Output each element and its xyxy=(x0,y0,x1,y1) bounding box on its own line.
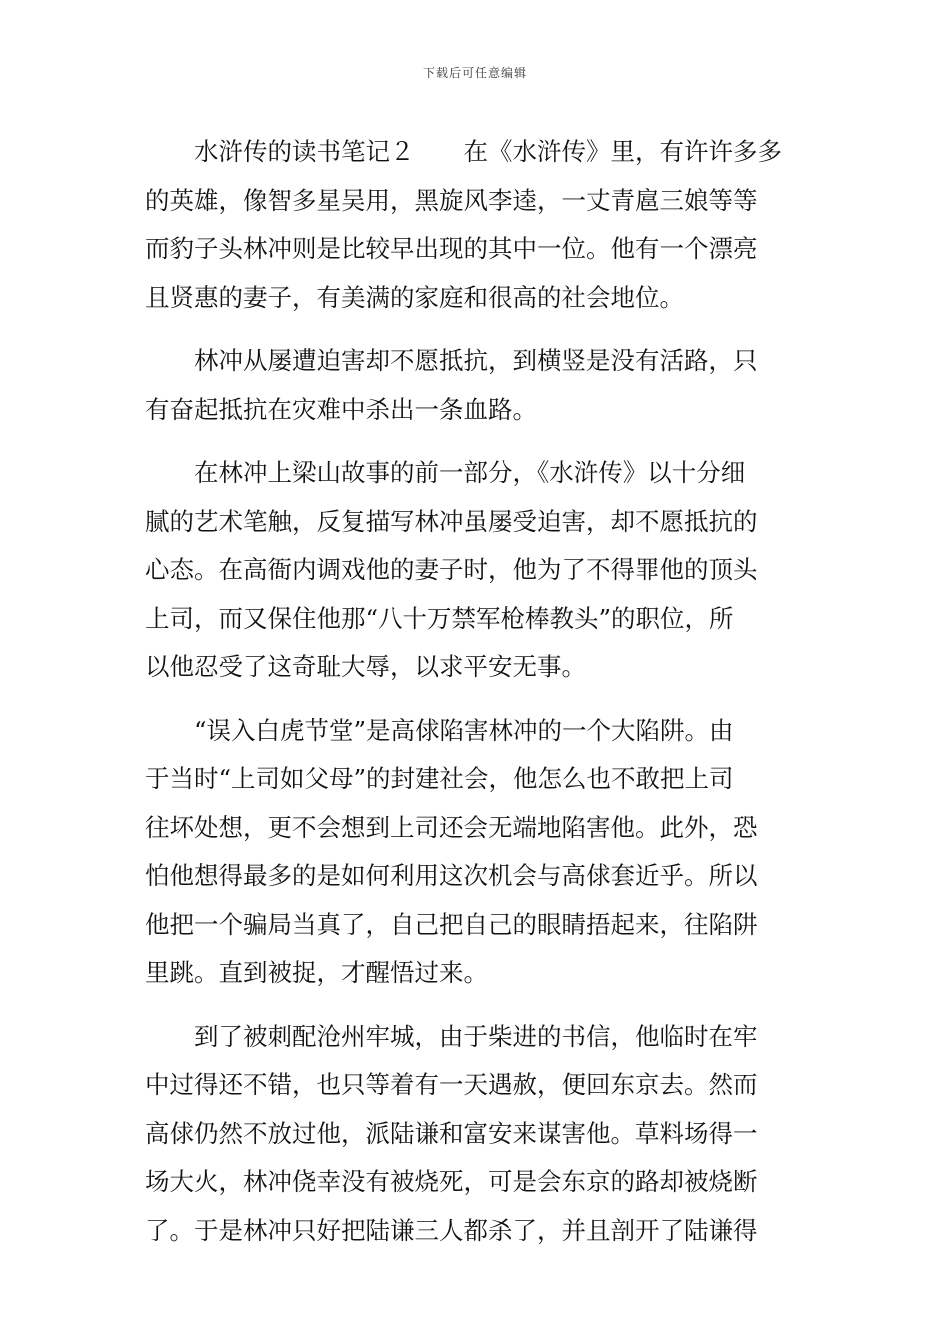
text-line: 以他忍受了这奇耻大辱，以求平安无事。 xyxy=(145,652,586,681)
text-line: 中过得还不错，也只等着有一天遇赦，便回东京去。然而 xyxy=(145,1070,758,1099)
text-line: 里跳。直到被捉，才醒悟过来。 xyxy=(145,958,488,987)
paragraph-spacer xyxy=(145,998,811,1013)
text-line: 水浒传的读书笔记２ 在《水浒传》里，有许许多多 xyxy=(145,137,782,166)
text-line: 在林冲上梁山故事的前一部分，《水浒传》以十分细 xyxy=(145,458,746,487)
paragraph-spacer xyxy=(145,322,811,337)
text-line: 怕他想得最多的是如何利用这次机会与高俅套近乎。所以 xyxy=(145,861,758,890)
text-line: 心态。在高衙内调戏他的妻子时，他为了不得罪他的顶头 xyxy=(145,555,758,584)
paragraph-4 xyxy=(145,707,811,998)
paragraph-2 xyxy=(145,337,811,434)
text-line: 高俅仍然不放过他，派陆谦和富安来谋害他。草料场得一 xyxy=(145,1118,758,1148)
text-line: 腻的艺术笔触，反复描写林冲虽屡受迫害，却不愿抵抗的 xyxy=(145,506,758,536)
paragraph-1 xyxy=(145,128,811,322)
page-header: 下载后可任意编辑 xyxy=(422,66,527,80)
paragraph-3 xyxy=(145,449,811,692)
text-line: 的英雄，像智多星吴用，黑旋风李逵，一丈青扈三娘等等 xyxy=(145,185,758,215)
text-line: 往坏处想，更不会想到上司还会无端地陷害他。此外，恐 xyxy=(145,812,758,842)
paragraph-spacer xyxy=(145,434,811,449)
text-line: 林冲从屡遭迫害却不愿抵抗，到横竖是没有活路，只 xyxy=(145,346,758,375)
text-line: 而豹子头林冲则是比较早出现的其中一位。他有一个漂亮 xyxy=(145,234,758,263)
text-line: 于当时“上司如父母”的封建社会，他怎么也不敢把上司 xyxy=(145,764,734,793)
text-line: 到了被刺配沧州牢城，由于柴进的书信，他临时在牢 xyxy=(145,1021,758,1051)
text-line: 他把一个骗局当真了，自己把自己的眼睛捂起来，往陷阱 xyxy=(145,909,758,939)
document-body xyxy=(145,128,811,1255)
text-line: 了。于是林冲只好把陆谦三人都杀了，并且剖开了陆谦得 xyxy=(145,1215,758,1245)
text-line: “误入白虎节堂”是高俅陷害林冲的一个大陷阱。由 xyxy=(145,715,734,745)
text-line: 且贤惠的妻子，有美满的家庭和很高的社会地位。 xyxy=(145,282,684,312)
text-line: 上司，而又保住他那“八十万禁军枪棒教头”的职位，所 xyxy=(145,603,734,633)
paragraph-spacer xyxy=(145,692,811,707)
text-line: 场大火，林冲侥幸没有被烧死，可是会东京的路却被烧断 xyxy=(145,1167,758,1196)
text-line: 有奋起抵抗在灾难中杀出一条血路。 xyxy=(145,394,537,424)
paragraph-5 xyxy=(145,1013,811,1256)
